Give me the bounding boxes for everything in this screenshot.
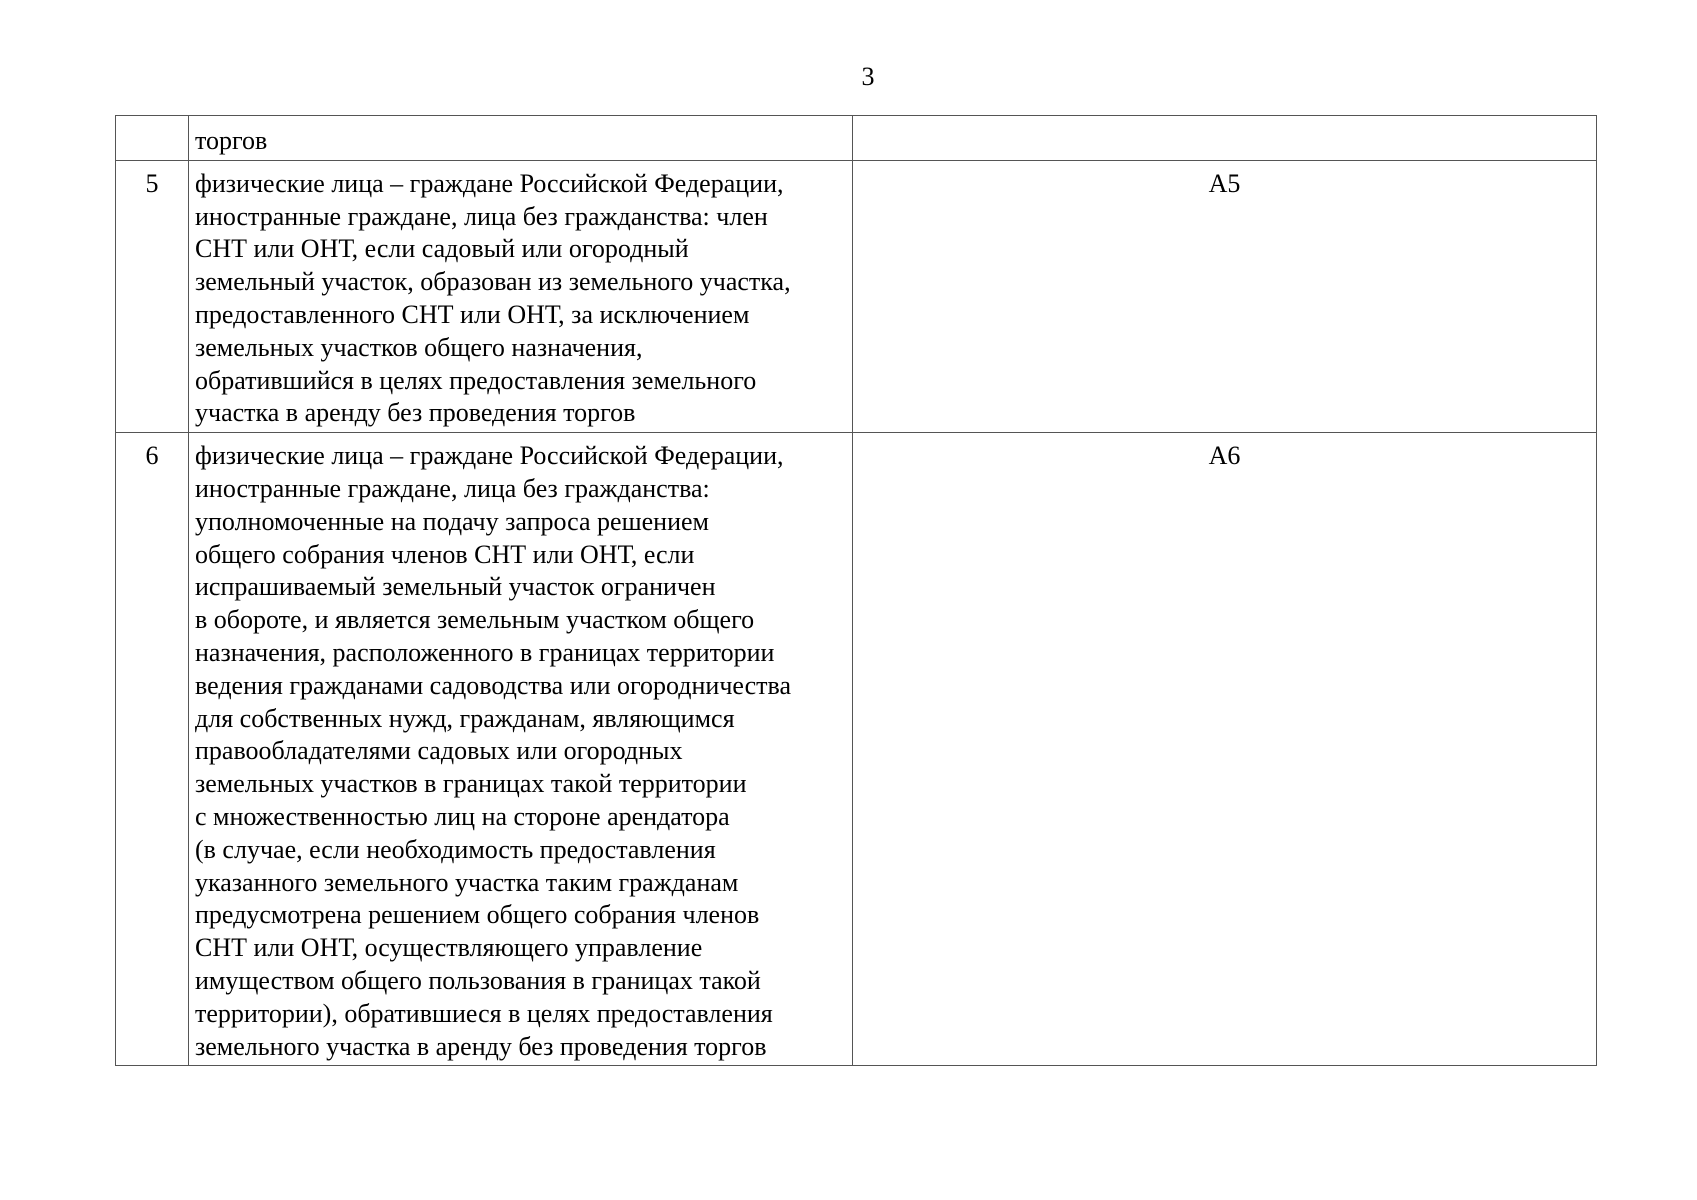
table-row — [116, 160, 1597, 432]
row-number — [116, 116, 189, 161]
row-code: А6 — [853, 433, 1597, 1066]
applicant-table — [115, 115, 1597, 1066]
row-code — [853, 116, 1597, 161]
row-code: А5 — [853, 160, 1597, 432]
table-row — [116, 116, 1597, 161]
row-number: 6 — [116, 433, 189, 1066]
row-description: физические лица – граждане Российской Федерации, иностранные граждане, лица без гражданства: уполномоченные на подачу запроса решением общего собрания членов СНТ или ОНТ, если испрашиваемый земельный участок ограничен в обороте, и является земельным участком общего назначения, расположенного в границах территории ведения гражданами садоводства или огородничества для собственных нужд, гражданам, являющимся правообладателями садовых или огородных земельных участков в границах такой территории с множественностью лиц на стороне арендатора (в случае, если необходимость предоставления указанного земельного участка таким гражданам предусмотрена решением общего собрания членов СНТ или ОНТ, осуществляющего управление имуществом общего пользования в границах такой территории), обратившиеся в целях предоставления земельного участка в аренду без проведения торгов — [189, 433, 853, 1066]
row-description: физические лица – граждане Российской Федерации, иностранные граждане, лица без гражданства: член СНТ или ОНТ, если садовый или огородный земельный участок, образован из земельного участка, предоставленного СНТ или ОНТ, за исключением земельных участков общего назначения, обратившийся в целях предоставления земельного участка в аренду без проведения торгов — [189, 160, 853, 432]
row-description: торгов — [189, 116, 853, 161]
row-number: 5 — [116, 160, 189, 432]
page-number: 3 — [861, 62, 875, 91]
table-row — [116, 433, 1597, 1066]
